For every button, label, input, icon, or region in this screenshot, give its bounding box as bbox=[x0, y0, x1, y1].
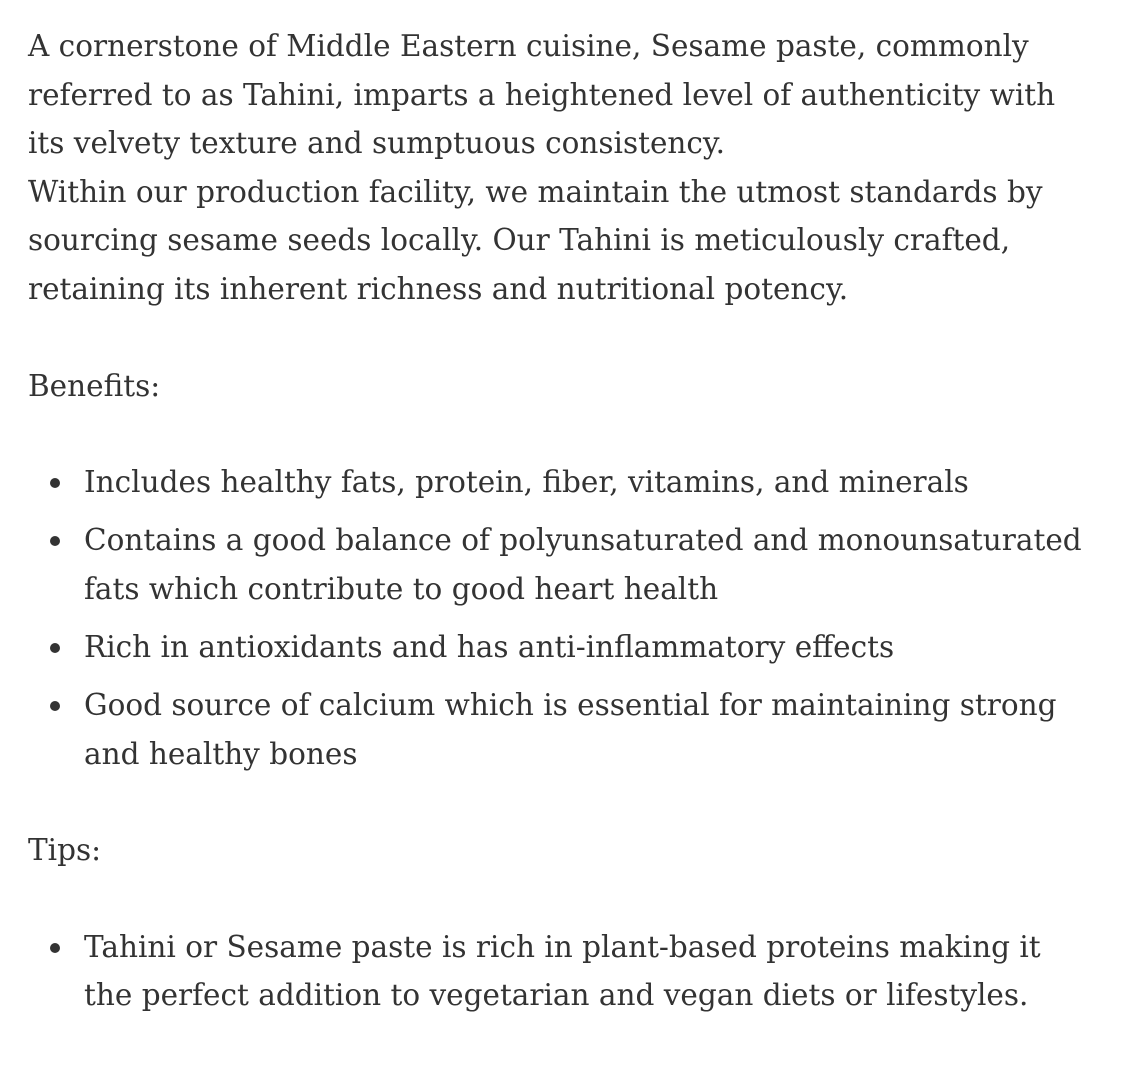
intro-section bbox=[28, 22, 1098, 314]
benefits-list bbox=[28, 458, 1098, 778]
list-item-text: Includes healthy fats, protein, fiber, vitamins, and minerals bbox=[84, 465, 969, 500]
benefits-heading: Benefits: bbox=[28, 368, 161, 403]
list-item-text: Contains a good balance of polyunsaturated and monounsaturated fats which contribute to good heart health bbox=[84, 523, 1082, 606]
product-description bbox=[28, 22, 1098, 1020]
bullet-icon bbox=[50, 943, 60, 953]
tips-heading: Tips: bbox=[28, 833, 102, 868]
intro-paragraph: A cornerstone of Middle Eastern cuisine, Sesame paste, commonly referred to as Tahini, imparts a heightened level of authenticity with its velvety texture and sumptuous consistency. bbox=[28, 29, 1056, 161]
list-item bbox=[84, 623, 1098, 672]
list-item bbox=[84, 458, 1098, 507]
bullet-icon bbox=[50, 701, 60, 711]
list-item bbox=[84, 681, 1098, 778]
intro-paragraph: Within our production facility, we maintain the utmost standards by sourcing sesame seeds locally. Our Tahini is meticulously crafted, retaining its inherent richness and nutritional potency. bbox=[28, 174, 1043, 306]
list-item bbox=[84, 923, 1098, 1020]
tips-list bbox=[28, 923, 1098, 1020]
list-item-text: Tahini or Sesame paste is rich in plant-based proteins making it the perfect addition to vegetarian and vegan diets or lifestyles. bbox=[84, 929, 1041, 1013]
list-item-text: Good source of calcium which is essential for maintaining strong and healthy bones bbox=[84, 688, 1057, 771]
list-item bbox=[84, 516, 1098, 613]
list-item-text: Rich in antioxidants and has anti-inflammatory effects bbox=[84, 629, 895, 664]
bullet-icon bbox=[50, 478, 60, 488]
bullet-icon bbox=[50, 536, 60, 546]
bullet-icon bbox=[50, 643, 60, 653]
